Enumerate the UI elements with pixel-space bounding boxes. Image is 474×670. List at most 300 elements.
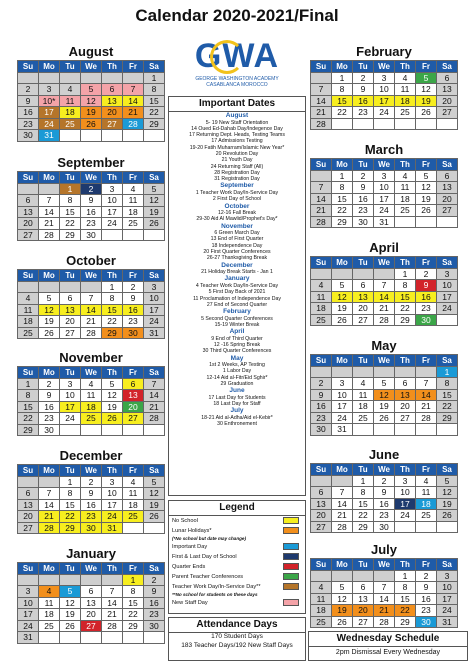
important-month: November <box>221 222 253 230</box>
weekday-header: Th <box>102 172 123 184</box>
day-cell <box>395 217 416 229</box>
day-cell: 12 <box>374 390 395 402</box>
day-cell: 8 <box>102 293 123 305</box>
weekday-header: Tu <box>353 464 374 476</box>
day-cell: 3 <box>374 73 395 85</box>
day-cell <box>60 73 81 85</box>
day-cell: 15 <box>332 96 353 108</box>
day-cell: 4 <box>123 184 144 196</box>
day-cell: 10 <box>437 582 458 594</box>
day-cell: 3 <box>332 378 353 390</box>
important-event: 31 Registration Day <box>214 176 260 183</box>
day-cell: 10 <box>18 598 39 610</box>
day-cell <box>123 130 144 142</box>
weekday-header: Tu <box>353 355 374 367</box>
day-cell: 26 <box>416 205 437 217</box>
day-cell: 12 <box>416 182 437 194</box>
day-cell: 22 <box>18 413 39 425</box>
day-cell: 24 <box>395 510 416 522</box>
day-cell: 28 <box>374 315 395 327</box>
legend-swatch <box>283 573 299 580</box>
day-cell: 19 <box>144 500 165 512</box>
day-cell: 13 <box>60 305 81 317</box>
day-cell: 10 <box>144 293 165 305</box>
day-cell: 12 <box>416 84 437 96</box>
day-cell: 30 <box>416 315 437 327</box>
weekday-header: Mo <box>39 61 60 73</box>
day-cell: 19 <box>416 96 437 108</box>
day-cell: 2 <box>39 379 60 391</box>
weekday-header: Fr <box>416 464 437 476</box>
day-cell: 1 <box>60 184 81 196</box>
day-cell <box>60 425 81 437</box>
day-cell: 20 <box>437 96 458 108</box>
day-cell: 9 <box>353 182 374 194</box>
day-cell: 14 <box>123 96 144 108</box>
day-cell: 30 <box>144 621 165 633</box>
day-cell <box>39 575 60 587</box>
day-cell <box>353 119 374 131</box>
weekday-header: Su <box>18 563 39 575</box>
day-cell: 26 <box>144 511 165 523</box>
attendance-title: Attendance Days <box>169 618 305 633</box>
day-cell: 31 <box>144 328 165 340</box>
day-cell: 5 <box>332 280 353 292</box>
day-cell: 18 <box>123 500 144 512</box>
day-cell: 18 <box>311 303 332 315</box>
day-cell: 2 <box>353 73 374 85</box>
day-cell: 17 <box>102 207 123 219</box>
day-cell: 1 <box>437 367 458 379</box>
day-cell: 10* <box>39 96 60 108</box>
day-cell: 3 <box>60 379 81 391</box>
day-cell: 13 <box>437 84 458 96</box>
day-cell: 13 <box>102 96 123 108</box>
day-cell: 17 <box>60 402 81 414</box>
weekday-header: We <box>81 172 102 184</box>
day-cell: 18 <box>395 194 416 206</box>
month-title: January <box>66 546 116 561</box>
day-cell: 23 <box>39 413 60 425</box>
day-cell: 12 <box>144 488 165 500</box>
weekday-header: Sa <box>437 257 458 269</box>
day-cell: 7 <box>332 487 353 499</box>
day-cell: 14 <box>39 500 60 512</box>
day-cell: 11 <box>18 305 39 317</box>
important-section <box>169 308 305 328</box>
legend-swatch <box>283 517 299 524</box>
day-cell <box>144 632 165 644</box>
day-cell: 4 <box>81 379 102 391</box>
day-cell: 8 <box>144 84 165 96</box>
day-cell: 9 <box>311 390 332 402</box>
day-cell: 21 <box>144 402 165 414</box>
day-cell: 28 <box>123 119 144 131</box>
important-event: 21 Youth Day <box>221 157 253 164</box>
day-cell: 23 <box>416 605 437 617</box>
day-cell: 12 <box>102 390 123 402</box>
weekday-header: Th <box>102 270 123 282</box>
day-cell: 11 <box>81 390 102 402</box>
weekday-header: Su <box>311 257 332 269</box>
day-cell: 17 <box>374 194 395 206</box>
day-cell: 24 <box>437 303 458 315</box>
day-cell: 7 <box>123 84 144 96</box>
day-cell: 19 <box>374 401 395 413</box>
day-cell: 30 <box>81 523 102 535</box>
day-cell: 21 <box>81 316 102 328</box>
important-event: 11 Proclamation of Independence Day <box>193 295 281 302</box>
day-cell: 24 <box>332 413 353 425</box>
day-cell <box>311 476 332 488</box>
day-cell: 14 <box>102 598 123 610</box>
day-cell: 10 <box>395 487 416 499</box>
day-cell: 4 <box>18 293 39 305</box>
day-cell: 9 <box>39 390 60 402</box>
important-event: 26-27 Thanksgiving Break <box>206 255 268 262</box>
day-cell: 24 <box>102 511 123 523</box>
day-cell: 28 <box>39 230 60 242</box>
weekday-header: Sa <box>437 61 458 73</box>
attendance-panel <box>168 617 306 661</box>
day-cell: 27 <box>102 119 123 131</box>
day-cell: 2 <box>144 575 165 587</box>
day-cell: 11 <box>123 195 144 207</box>
month-grid <box>17 562 165 644</box>
day-cell: 20 <box>18 218 39 230</box>
day-cell: 31 <box>332 424 353 436</box>
day-cell: 9 <box>81 195 102 207</box>
day-cell: 20 <box>102 107 123 119</box>
day-cell: 31 <box>374 217 395 229</box>
day-cell: 20 <box>353 303 374 315</box>
day-cell <box>18 477 39 489</box>
important-event: 15-19 Winter Break <box>214 321 260 328</box>
weekday-header: Tu <box>60 61 81 73</box>
day-cell: 10 <box>374 182 395 194</box>
month-title: December <box>59 448 123 463</box>
weekday-header: We <box>374 559 395 571</box>
day-cell: 4 <box>311 582 332 594</box>
day-cell: 23 <box>374 510 395 522</box>
weekday-header: Th <box>395 61 416 73</box>
day-cell: 2 <box>81 477 102 489</box>
calendar-august <box>17 44 165 142</box>
important-section <box>169 407 305 427</box>
day-cell: 13 <box>395 390 416 402</box>
weekday-header: Th <box>395 257 416 269</box>
calendar-april <box>310 240 458 326</box>
day-cell: 9 <box>81 488 102 500</box>
month-grid <box>17 171 165 241</box>
day-cell: 14 <box>81 305 102 317</box>
day-cell: 15 <box>437 390 458 402</box>
legend-note: (*No school but date may change) <box>172 536 247 541</box>
day-cell: 8 <box>123 586 144 598</box>
day-cell: 15 <box>102 305 123 317</box>
day-cell: 23 <box>81 218 102 230</box>
day-cell: 12 <box>39 305 60 317</box>
day-cell: 23 <box>353 205 374 217</box>
day-cell: 26 <box>60 621 81 633</box>
legend-item <box>169 562 305 572</box>
day-cell: 21 <box>123 107 144 119</box>
day-cell: 2 <box>416 571 437 583</box>
day-cell <box>374 367 395 379</box>
day-cell <box>144 130 165 142</box>
day-cell: 29 <box>437 413 458 425</box>
day-cell: 30 <box>353 217 374 229</box>
day-cell <box>395 367 416 379</box>
weekday-header: Sa <box>437 559 458 571</box>
day-cell: 28 <box>416 413 437 425</box>
day-cell: 3 <box>39 84 60 96</box>
day-cell <box>81 282 102 294</box>
day-cell <box>39 184 60 196</box>
weekday-header: Mo <box>332 559 353 571</box>
day-cell <box>332 119 353 131</box>
day-cell: 21 <box>374 605 395 617</box>
day-cell: 24 <box>39 119 60 131</box>
weekday-header: Sa <box>144 465 165 477</box>
day-cell: 27 <box>437 107 458 119</box>
legend-title: Legend <box>169 501 305 516</box>
day-cell: 9 <box>18 96 39 108</box>
important-event: 6 Green March Day <box>214 230 260 237</box>
day-cell: 30 <box>374 522 395 534</box>
day-cell <box>353 367 374 379</box>
day-cell: 7 <box>39 195 60 207</box>
weekday-header: Sa <box>144 563 165 575</box>
weekday-header: Mo <box>332 355 353 367</box>
legend-swatch <box>283 543 299 550</box>
month-title: June <box>368 447 400 462</box>
logo-subtitle: GEORGE WASHINGTON ACADEMY <box>195 76 279 82</box>
day-cell: 15 <box>60 500 81 512</box>
day-cell: 7 <box>374 582 395 594</box>
day-cell: 28 <box>39 523 60 535</box>
weekday-header: Mo <box>39 563 60 575</box>
legend-item <box>169 542 305 552</box>
day-cell: 13 <box>18 207 39 219</box>
weekday-header: Tu <box>353 159 374 171</box>
day-cell <box>81 73 102 85</box>
day-cell: 29 <box>395 315 416 327</box>
weekday-header: Su <box>311 559 332 571</box>
day-cell: 30 <box>123 328 144 340</box>
wednesday-schedule-title: Wednesday Schedule <box>309 632 467 647</box>
day-cell: 29 <box>60 523 81 535</box>
day-cell: 29 <box>395 617 416 629</box>
day-cell <box>395 424 416 436</box>
day-cell: 3 <box>437 269 458 281</box>
calendar-may <box>310 338 458 436</box>
weekday-header: We <box>81 367 102 379</box>
day-cell: 23 <box>144 609 165 621</box>
weekday-header: Th <box>395 159 416 171</box>
important-event: 13 End of First Quarter <box>210 236 264 243</box>
day-cell: 3 <box>18 586 39 598</box>
weekday-header: We <box>81 270 102 282</box>
day-cell: 3 <box>102 477 123 489</box>
day-cell: 6 <box>60 293 81 305</box>
day-cell: 5 <box>81 84 102 96</box>
weekday-header: Th <box>102 563 123 575</box>
month-grid <box>310 463 458 533</box>
day-cell <box>437 217 458 229</box>
attendance-line: 170 Student Days <box>211 633 263 640</box>
legend-item <box>169 598 305 608</box>
important-event: 30 Third Quarter Conferences <box>202 348 272 355</box>
important-event: 5 First Day Back of 2021 <box>208 289 266 296</box>
day-cell: 14 <box>39 207 60 219</box>
calendar-march <box>310 142 458 228</box>
weekday-header: We <box>374 159 395 171</box>
wednesday-schedule-panel <box>308 631 468 661</box>
calendar-june <box>310 447 458 533</box>
day-cell: 28 <box>332 522 353 534</box>
day-cell: 20 <box>123 402 144 414</box>
day-cell: 23 <box>353 107 374 119</box>
weekday-header: Sa <box>144 367 165 379</box>
day-cell <box>102 425 123 437</box>
day-cell: 1 <box>102 282 123 294</box>
weekday-header: Fr <box>123 367 144 379</box>
day-cell <box>332 269 353 281</box>
weekday-header: Mo <box>332 464 353 476</box>
day-cell: 19 <box>437 499 458 511</box>
day-cell: 14 <box>311 96 332 108</box>
day-cell: 26 <box>102 413 123 425</box>
important-section <box>169 112 305 182</box>
calendar-february <box>310 44 458 130</box>
legend-item <box>169 552 305 562</box>
day-cell <box>102 575 123 587</box>
day-cell: 20 <box>60 316 81 328</box>
weekday-header: Su <box>18 465 39 477</box>
calendar-january <box>17 546 165 644</box>
day-cell: 27 <box>437 205 458 217</box>
day-cell: 31 <box>39 130 60 142</box>
day-cell: 13 <box>437 182 458 194</box>
weekday-header: Tu <box>353 257 374 269</box>
important-event: 19-20 Fatih Muharram/Islamic New Year* <box>189 144 285 151</box>
day-cell: 1 <box>123 575 144 587</box>
weekday-header: Fr <box>123 465 144 477</box>
day-cell: 21 <box>311 205 332 217</box>
day-cell: 4 <box>123 477 144 489</box>
legend-item <box>169 516 305 526</box>
day-cell: 29 <box>102 328 123 340</box>
day-cell: 22 <box>353 510 374 522</box>
day-cell: 17 <box>332 401 353 413</box>
day-cell: 24 <box>144 316 165 328</box>
day-cell: 3 <box>102 184 123 196</box>
important-event: 20 First Quarter Conferences <box>203 249 271 256</box>
day-cell: 21 <box>39 218 60 230</box>
important-month: February <box>223 308 251 316</box>
day-cell: 14 <box>311 194 332 206</box>
day-cell <box>332 571 353 583</box>
day-cell: 27 <box>18 230 39 242</box>
day-cell: 22 <box>395 605 416 617</box>
day-cell: 28 <box>311 217 332 229</box>
day-cell: 1 <box>332 73 353 85</box>
day-cell: 24 <box>60 413 81 425</box>
day-cell <box>39 73 60 85</box>
day-cell: 16 <box>18 107 39 119</box>
day-cell: 8 <box>395 280 416 292</box>
day-cell: 31 <box>102 523 123 535</box>
important-event: 9 End of Third Quarter <box>211 335 263 342</box>
day-cell <box>144 230 165 242</box>
day-cell: 1 <box>144 73 165 85</box>
day-cell: 14 <box>416 390 437 402</box>
day-cell: 23 <box>416 303 437 315</box>
day-cell: 18 <box>39 609 60 621</box>
day-cell: 21 <box>102 609 123 621</box>
important-section <box>169 262 305 276</box>
day-cell <box>437 522 458 534</box>
day-cell <box>311 269 332 281</box>
day-cell: 12 <box>332 594 353 606</box>
day-cell: 5 <box>416 73 437 85</box>
day-cell <box>395 522 416 534</box>
day-cell: 1 <box>60 477 81 489</box>
day-cell: 1 <box>395 269 416 281</box>
day-cell: 19 <box>81 107 102 119</box>
legend-swatch <box>283 563 299 570</box>
day-cell: 27 <box>395 413 416 425</box>
month-grid <box>310 60 458 130</box>
weekday-header: Fr <box>416 61 437 73</box>
day-cell: 26 <box>144 218 165 230</box>
day-cell: 15 <box>332 194 353 206</box>
day-cell: 15 <box>60 207 81 219</box>
important-section <box>169 223 305 262</box>
important-event: 24 Returning Staff (All) <box>210 163 264 170</box>
important-section <box>169 387 305 407</box>
legend-swatch <box>283 599 299 606</box>
day-cell: 19 <box>102 402 123 414</box>
day-cell: 16 <box>353 96 374 108</box>
day-cell <box>39 477 60 489</box>
day-cell: 13 <box>353 594 374 606</box>
day-cell <box>311 171 332 183</box>
day-cell: 2 <box>311 378 332 390</box>
weekday-header: Mo <box>332 61 353 73</box>
day-cell: 31 <box>437 617 458 629</box>
legend-label: New Staff Day <box>172 600 208 606</box>
day-cell: 20 <box>81 609 102 621</box>
day-cell: 29 <box>18 425 39 437</box>
day-cell: 8 <box>332 84 353 96</box>
day-cell: 5 <box>437 476 458 488</box>
day-cell: 25 <box>311 315 332 327</box>
day-cell: 26 <box>374 413 395 425</box>
day-cell <box>18 575 39 587</box>
day-cell: 5 <box>144 184 165 196</box>
day-cell: 17 <box>374 96 395 108</box>
day-cell: 12 <box>144 195 165 207</box>
day-cell: 16 <box>81 207 102 219</box>
day-cell <box>311 367 332 379</box>
day-cell: 27 <box>353 315 374 327</box>
day-cell <box>395 119 416 131</box>
day-cell: 17 <box>39 107 60 119</box>
day-cell: 15 <box>395 594 416 606</box>
day-cell: 4 <box>60 84 81 96</box>
